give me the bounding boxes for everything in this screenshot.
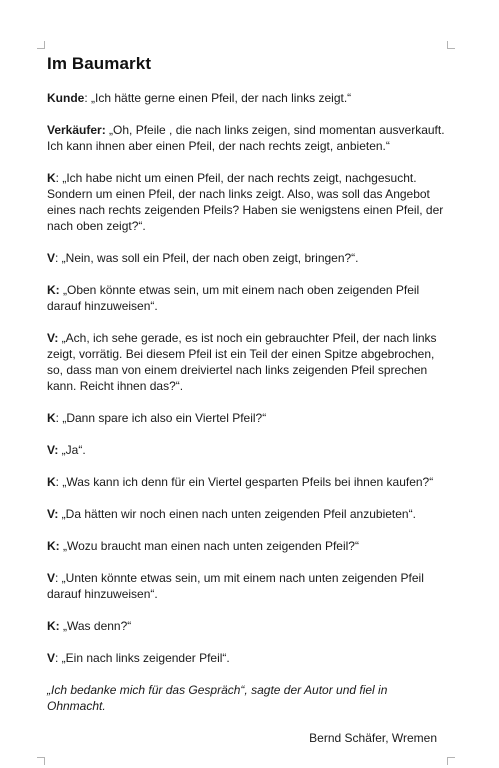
crop-mark-top-right [447,41,455,49]
dialogue-line [47,650,445,666]
crop-mark-bottom-right [447,757,455,765]
speaker-label: Verkäufer: [47,123,106,137]
speaker-label: K: [47,619,60,633]
line-text: : „Unten könnte etwas sein, um mit einem nach unten zeigenden Pfeil darauf hinzuweisen“. [47,571,424,601]
crop-mark-top-left [37,41,45,49]
document-title: Im Baumarkt [47,54,152,73]
dialogue-line [47,330,445,394]
line-text: „Ach, ich sehe gerade, es ist noch ein gebrauchter Pfeil, der nach links zeigt, vorrätig. Bei diesem Pfeil ist ein Teil der einen Spitze abgebrochen, so, dass man von einem dreiviertel nach links zeigenden Pfeil sprechen kann. Reicht ihnen das?“. [47,331,437,393]
closing-remark: „Ich bedanke mich für das Gespräch“, sagte der Autor und fiel in Ohnmacht. [47,683,388,713]
line-text: : „Ich hätte gerne einen Pfeil, der nach links zeigt.“ [84,91,352,105]
dialogue-line [47,410,445,426]
speaker-label: Kunde [47,91,85,105]
crop-mark-bottom-left [37,757,45,765]
speaker-label: V [47,251,56,265]
dialogue-line [47,90,445,106]
dialogue-line [47,250,445,266]
dialogue-line [47,122,445,154]
dialogue-line [47,570,445,602]
dialogue-line [47,506,445,522]
speaker-label: V: [47,443,59,457]
line-text: : „Ich habe nicht um einen Pfeil, der nach rechts zeigt, nachgesucht. Sondern um einen Pfeil, der nach links zeigt. Also, was soll das Angebot eines nach rechts zeigenden Pfeils? Haben sie wenigstens einen Pfeil, der nach oben zeigt?“. [47,171,444,233]
dialogue-line [47,474,445,490]
speaker-label: K: [47,283,60,297]
dialogue-line [47,538,445,554]
document-body [47,54,445,746]
speaker-label: V: [47,331,59,345]
dialogue-line [47,282,445,314]
line-text: : „Was kann ich denn für ein Viertel gesparten Pfeils bei ihnen kaufen?“ [55,475,434,489]
line-text: : „Ein nach links zeigender Pfeil“. [55,651,230,665]
speaker-label: V [47,651,56,665]
dialogue-line [47,170,445,234]
speaker-label: K [47,171,56,185]
line-text: „Oh, Pfeile , die nach links zeigen, sind momentan ausverkauft. Ich kann ihnen aber einen Pfeil, der nach rechts zeigt, anbieten.“ [47,123,445,153]
line-text: : „Dann spare ich also ein Viertel Pfeil?“ [55,411,267,425]
speaker-label: K [47,411,56,425]
line-text: „Da hätten wir noch einen nach unten zeigenden Pfeil anzubieten“. [58,507,416,521]
speaker-label: V: [47,507,59,521]
line-text: „Ja“. [58,443,86,457]
author-signature: Bernd Schäfer, Wremen [309,731,437,745]
speaker-label: K [47,475,56,489]
line-text: : „Nein, was soll ein Pfeil, der nach oben zeigt, bringen?“. [55,251,359,265]
speaker-label: K: [47,539,60,553]
dialogue-line [47,618,445,634]
line-text: „Was denn?“ [59,619,132,633]
line-text: „Oben könnte etwas sein, um mit einem nach oben zeigenden Pfeil darauf hinzuweisen“. [47,283,420,313]
speaker-label: V [47,571,56,585]
dialogue-line [47,442,445,458]
line-text: „Wozu braucht man einen nach unten zeigenden Pfeil?“ [59,539,359,553]
